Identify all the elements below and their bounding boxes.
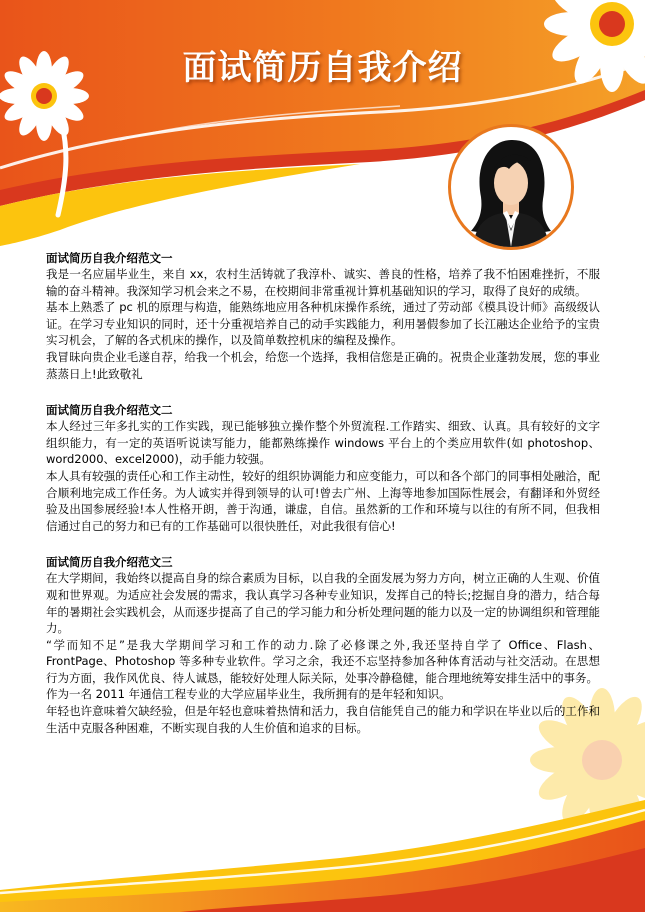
paragraph: 我冒昧向贵企业毛遂自荐，给我一个机会，给您一个选择，我相信您是正确的。祝贵企业蓬勃发展，您的事业蒸蒸日上!此致敬礼	[46, 349, 600, 381]
paragraph: 作为一名 2011 年通信工程专业的大学应届毕业生，我所拥有的是年轻和知识。	[46, 687, 451, 702]
paragraph: 年轻也许意味着欠缺经验，但是年轻也意味着热情和活力，我自信能凭自己的能力和学识在毕业以后的工作和生活中克服各种困难，不断实现自我的人生价值和追求的目标。	[46, 704, 600, 735]
section-title: 面试简历自我介绍范文二	[46, 403, 173, 418]
section-title: 面试简历自我介绍范文三	[46, 555, 173, 570]
sample-section	[46, 250, 600, 382]
paragraph: 本人具有较强的责任心和工作主动性，较好的组织协调能力和应变能力，可以和各个部门的同事相处融洽，配合顺利地完成工作任务。为人诚实并得到领导的认可!曾去广州、上海等地参加国际性展会，有翻译和外贸经验及出国参展经验!本人性格开朗，善于沟通，谦虚，自信。虽然新的工作和环境与以往的有所不同，但我相信通过自己的努力和已有的工作基础可以很快胜任，对此我很有信心!	[46, 468, 600, 533]
paragraph: 基本上熟悉了 pc 机的原理与构造，能熟练地应用各种机床操作系统，通过了劳动部《模具设计师》高级级认证。在学习专业知识的同时，还十分重视培养自己的动手实践能力，利用暑假参加了长江融达企业给予的宝贵实习机会，了解的各式机床的操作，以及简单数控机床的编程及操作。	[46, 300, 600, 348]
paragraph: 在大学期间，我始终以提高自身的综合素质为目标，以自我的全面发展为努力方向，树立正确的人生观、价值观和世界观。为适应社会发展的需求，我认真学习各种专业知识，发挥自己的特长;挖掘自身的潜力，结合每年的暑期社会实践机会，从而逐步提高了自己的学习能力和分析处理问题的能力以及一定的协调组织和管理能力。	[46, 571, 600, 636]
section-title: 面试简历自我介绍范文一	[46, 251, 173, 265]
sample-section	[46, 402, 600, 534]
page-title: 面试简历自我介绍	[182, 48, 463, 88]
woman-portrait-icon	[448, 124, 574, 250]
paragraph: “学而知不足”是我大学期间学习和工作的动力.除了必修课之外,我还坚持自学了 Office、Flash、FrontPage、Photoshop 等多种专业软件。学习之余，我还不忘坚持参加各种体育活动与社交活动。在思想行为方面，我作风优良、待人诚恳，能较好处理人际关际，处事冷静稳健，能合理地统筹安排生活中的事务。	[46, 637, 600, 685]
sample-section	[46, 554, 600, 736]
paragraph: 我是一名应届毕业生，来自 xx，农村生活铸就了我淳朴、诚实、善良的性格，培养了我不怕困难挫折，不服输的奋斗精神。我深知学习机会来之不易，在校期间非常重视计算机基础知识的学习，取得了良好的成绩。	[46, 267, 600, 298]
resume-content	[46, 250, 600, 756]
paragraph: 本人经过三年多扎实的工作实践，现已能够独立操作整个外贸流程.工作踏实、细致、认真。具有较好的文字组织能力，有一定的英语听说读写能力，能都熟练操作 windows 平台上的个类应用软件(如 photoshop、word2000、excel2000)，动手能力较强。	[46, 419, 600, 467]
